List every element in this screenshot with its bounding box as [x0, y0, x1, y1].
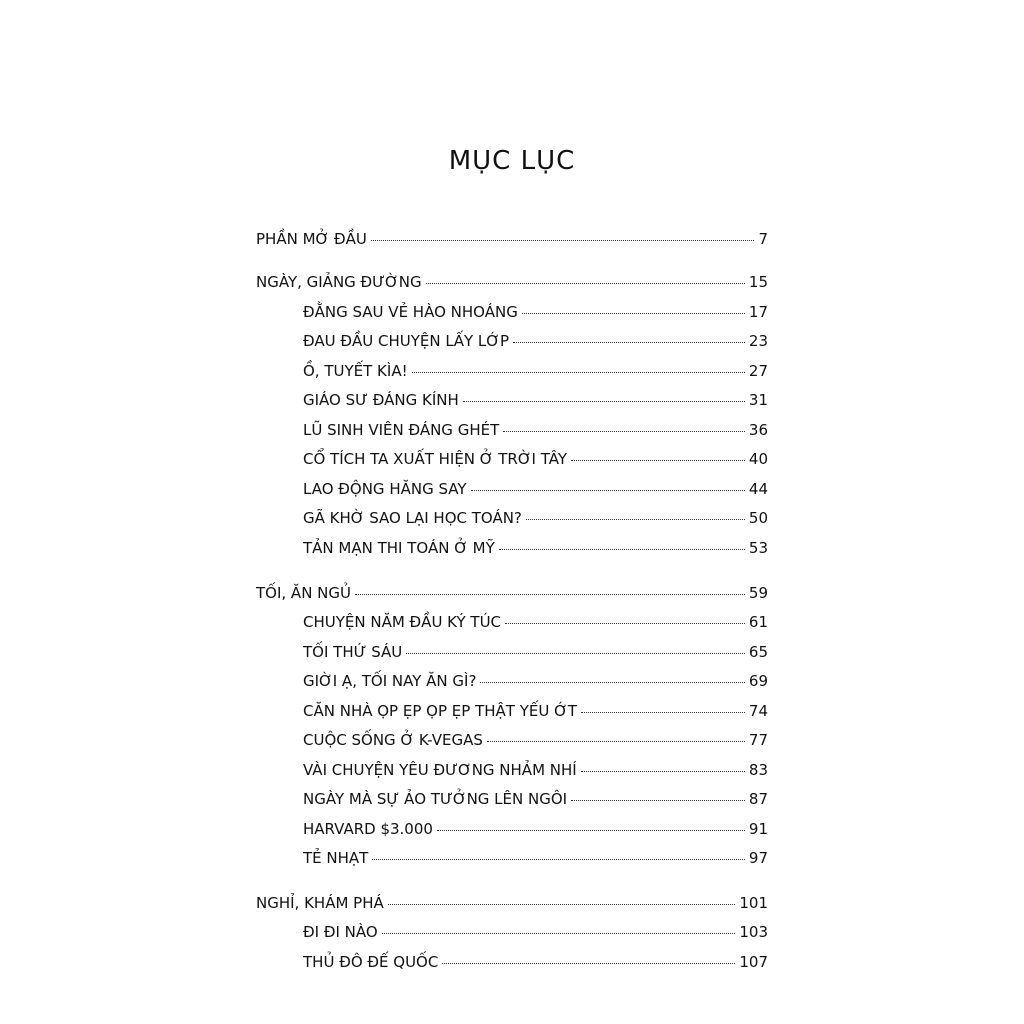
toc-entry-row	[303, 761, 768, 785]
toc-page-number: 83	[748, 761, 768, 779]
toc-section-row	[256, 273, 768, 297]
toc-entry-row	[303, 953, 768, 977]
dot-leader	[513, 341, 745, 343]
toc-entry-label: CUỘC SỐNG Ở K-VEGAS	[303, 731, 483, 749]
toc-entry-row	[303, 421, 768, 445]
toc-entry-label: CHUYỆN NĂM ĐẦU KÝ TÚC	[303, 613, 502, 631]
toc-entry-label: CỔ TÍCH TA XUẤT HIỆN Ở TRỜI TÂY	[303, 450, 567, 468]
dot-leader	[382, 932, 736, 934]
toc-section-label: NGHỈ, KHÁM PHÁ	[256, 894, 384, 912]
toc-section-row	[256, 584, 768, 608]
dot-leader	[503, 430, 745, 432]
toc-section-label: PHẦN MỞ ĐẦU	[256, 230, 367, 248]
toc-entry-label: NGÀY MÀ SỰ ẢO TƯỞNG LÊN NGÔI	[303, 790, 568, 808]
toc-section-label: NGÀY, GIẢNG ĐƯỜNG	[256, 273, 422, 291]
toc-page-number: 15	[748, 273, 768, 291]
toc-entry-row	[303, 303, 768, 327]
toc-entry-row	[303, 332, 768, 356]
toc-entry-label: TẢN MẠN THI TOÁN Ở MỸ	[303, 539, 495, 557]
dot-leader	[442, 962, 735, 964]
toc-entry-label: LŨ SINH VIÊN ĐÁNG GHÉT	[303, 421, 500, 439]
toc-entry-row	[303, 643, 768, 667]
toc-section-row	[256, 230, 768, 254]
toc-entry-row	[303, 672, 768, 696]
dot-leader	[406, 652, 745, 654]
toc-entry-row	[303, 480, 768, 504]
toc-page-number: 44	[748, 480, 768, 498]
dot-leader	[571, 799, 745, 801]
toc-entry-row	[303, 849, 768, 873]
dot-leader	[526, 518, 745, 520]
toc-entry-label: GIÁO SƯ ĐÁNG KÍNH	[303, 391, 459, 409]
toc-page-number: 53	[748, 539, 768, 557]
toc-entry-row	[303, 702, 768, 726]
toc-entry-row	[303, 613, 768, 637]
dot-leader	[571, 459, 745, 461]
toc-page-number: 31	[748, 391, 768, 409]
toc-entry-label: VÀI CHUYỆN YÊU ĐƯƠNG NHẢM NHÍ	[303, 761, 577, 779]
toc-entry-row	[303, 923, 768, 947]
toc-section-label: TỐI, ĂN NGỦ	[256, 584, 352, 602]
toc-page-number: 65	[748, 643, 768, 661]
toc-entry-label: Ồ, TUYẾT KÌA!	[303, 362, 408, 380]
toc-entry-row	[303, 731, 768, 755]
toc-page-number: 87	[748, 790, 768, 808]
page-title: MỤC LỤC	[448, 146, 576, 176]
toc-entry-row	[303, 820, 768, 844]
toc-entry-label: TẺ NHẠT	[303, 849, 369, 867]
toc-entry-row	[303, 790, 768, 814]
toc-entry-label: GIỜI Ạ, TỐI NAY ĂN GÌ?	[303, 672, 477, 690]
dot-leader	[499, 548, 745, 550]
dot-leader	[426, 282, 745, 284]
dot-leader	[355, 593, 745, 595]
toc-page-number: 74	[748, 702, 768, 720]
dot-leader	[581, 711, 745, 713]
dot-leader	[412, 371, 745, 373]
toc-page-number: 36	[748, 421, 768, 439]
dot-leader	[505, 622, 745, 624]
dot-leader	[437, 829, 745, 831]
toc-page-number: 27	[748, 362, 768, 380]
toc-page-number: 77	[748, 731, 768, 749]
toc-section-row	[256, 894, 768, 918]
toc-entry-row	[303, 539, 768, 563]
toc-entry-row	[303, 362, 768, 386]
toc-page-number: 97	[748, 849, 768, 867]
toc-page-number: 101	[739, 894, 768, 912]
toc-entry-label: CĂN NHÀ ỌP ẸP ỌP ẸP THẬT YẾU ỚT	[303, 702, 577, 720]
toc-entry-label: ĐI ĐI NÀO	[303, 923, 378, 941]
toc-page-number: 59	[748, 584, 768, 602]
toc-page-number: 61	[748, 613, 768, 631]
toc-page-number: 40	[748, 450, 768, 468]
dot-leader	[581, 770, 745, 772]
toc-page-number: 17	[748, 303, 768, 321]
toc-entry-label: GÃ KHỜ SAO LẠI HỌC TOÁN?	[303, 509, 522, 527]
toc-entry-label: THỦ ĐÔ ĐẾ QUỐC	[303, 953, 439, 971]
toc-page-number: 91	[748, 820, 768, 838]
toc-page-number: 23	[748, 332, 768, 350]
toc-entry-label: LAO ĐỘNG HĂNG SAY	[303, 480, 467, 498]
toc-page-number: 50	[748, 509, 768, 527]
toc-entry-label: HARVARD $3.000	[303, 820, 433, 838]
toc-entry-row	[303, 509, 768, 533]
dot-leader	[388, 903, 736, 905]
toc-entry-row	[303, 391, 768, 415]
toc-entry-label: ĐAU ĐẦU CHUYỆN LẤY LỚP	[303, 332, 510, 350]
dot-leader	[372, 858, 745, 860]
toc-page-number: 69	[748, 672, 768, 690]
toc-page-number: 107	[739, 953, 768, 971]
dot-leader	[522, 312, 745, 314]
dot-leader	[371, 239, 755, 241]
dot-leader	[480, 681, 745, 683]
dot-leader	[463, 400, 745, 402]
toc-page-number: 103	[739, 923, 768, 941]
toc-entry-label: ĐẰNG SAU VẺ HÀO NHOÁNG	[303, 303, 518, 321]
dot-leader	[487, 740, 745, 742]
toc-entry-row	[303, 450, 768, 474]
toc-page-number: 7	[758, 230, 768, 248]
dot-leader	[471, 489, 745, 491]
toc-entry-label: TỐI THỨ SÁU	[303, 643, 403, 661]
